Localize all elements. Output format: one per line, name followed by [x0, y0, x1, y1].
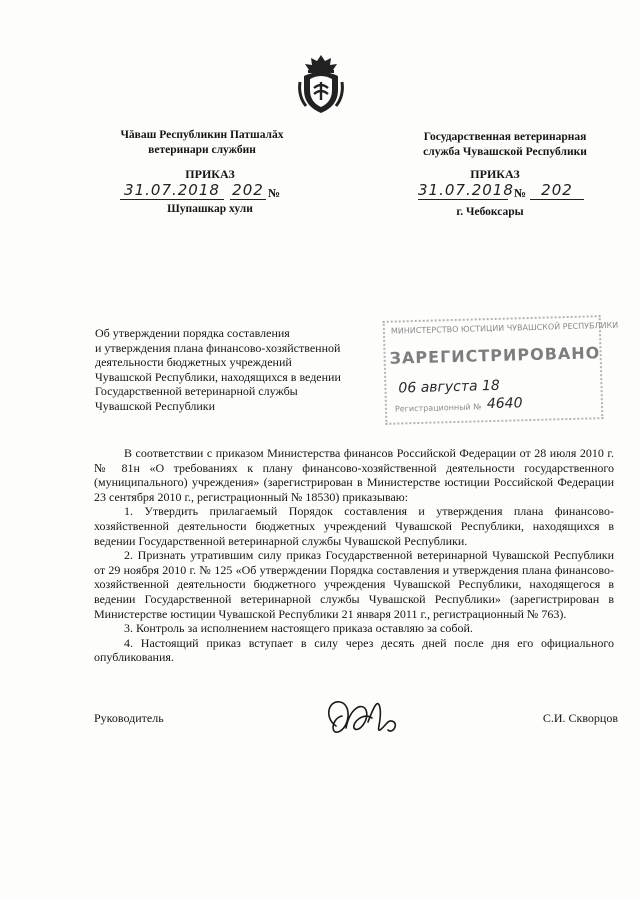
body-paragraph: В соответствии с приказом Министерства финансов Российской Федерации от 28 июля 2010 г. № 81н «О требованиях к плану финансово-хозяйственной деятельности государственного (муниципального) учреждения» (зарегистрирован в Министерстве юстиции Российской Федерации 23 сентября 2010 г., регистрационный № 18530) приказываю: — [94, 446, 614, 504]
order-date-line-right — [418, 181, 588, 203]
subject-line: Об утверждении порядка составления — [95, 326, 290, 340]
header-left-line2: ветеринари службин — [148, 144, 256, 156]
body-paragraph: 1. Утвердить прилагаемый Порядок составления и утверждения плана финансово-хозяйственной деятельности бюджетных учреждений Чувашской Республики, находящихся в ведении Государственной ветеринарной службы Чувашской Республики. — [94, 504, 614, 548]
signatory-role: Руководитель — [94, 711, 164, 725]
order-date-right: 31.07.2018 — [418, 181, 514, 199]
order-number-right: 202 — [530, 181, 584, 200]
handwritten-signature — [318, 688, 408, 748]
subject-line: Чувашской Республики — [95, 398, 216, 413]
subject-line: и утверждения плана финансово-хозяйственной — [95, 340, 341, 355]
order-date-line-left — [120, 181, 290, 203]
registration-stamp — [383, 315, 619, 425]
stamp-reg-number: 4640 — [486, 395, 523, 413]
stamp-date: 06 августа 18 — [398, 377, 501, 397]
order-number-left: 202 — [230, 181, 266, 200]
stamp-header: МИНИСТЕРСТВО ЮСТИЦИИ ЧУВАШСКОЙ РЕСПУБЛИКИ — [390, 320, 619, 336]
body-paragraph: 3. Контроль за исполнением настоящего приказа оставляю за собой. — [124, 621, 473, 636]
city-right: г. Чебоксары — [456, 206, 524, 218]
number-sign-right: № — [514, 186, 527, 200]
body-paragraph: 4. Настоящий приказ вступает в силу через десять дней после дня его официального опубликования. — [94, 635, 614, 665]
order-body — [94, 446, 614, 665]
city-left: Шупашкар хули — [167, 203, 253, 215]
stamp-reg-label: Регистрационный № — [394, 402, 482, 414]
stamp-title: ЗАРЕГИСТРИРОВАНО — [389, 343, 601, 368]
order-title-right: ПРИКАЗ — [470, 167, 520, 181]
header-left-line1: Чăваш Республикин Патшалăх — [120, 129, 284, 141]
number-sign-left: № — [268, 186, 281, 200]
header-left-chuvash — [102, 128, 302, 158]
body-paragraph: 2. Признать утратившим силу приказ Государственной ветеринарной Чувашской Республики от 29 ноября 2010 г. № 125 «Об утверждении Порядка составления и утверждения плана финансово-хозяйственной деятельности бюджетного учреждения Чувашской Республики, находящегося в ведении Государственной ветеринарной службы Чувашской Республики» (зарегистрирован в Министерстве юстиции Чувашской Республики 21 января 2011 г., регистрационный № 763). — [94, 548, 614, 621]
subject-line: деятельности бюджетных учреждений — [95, 355, 292, 370]
coat-of-arms-emblem — [296, 52, 346, 116]
header-right-line2: служба Чувашской Республики — [423, 146, 587, 158]
header-right-line1: Государственная ветеринарная — [423, 131, 587, 143]
subject-line: Государственной ветеринарной службы — [95, 384, 298, 399]
subject-line: Чувашской Республики, находящихся в ведении — [95, 369, 341, 384]
order-title-left: ПРИКАЗ — [185, 167, 235, 181]
signatory-name: С.И. Скворцов — [542, 711, 618, 725]
header-right-russian — [395, 130, 615, 160]
order-subject — [95, 326, 375, 414]
order-date-left: 31.07.2018 — [120, 181, 224, 200]
